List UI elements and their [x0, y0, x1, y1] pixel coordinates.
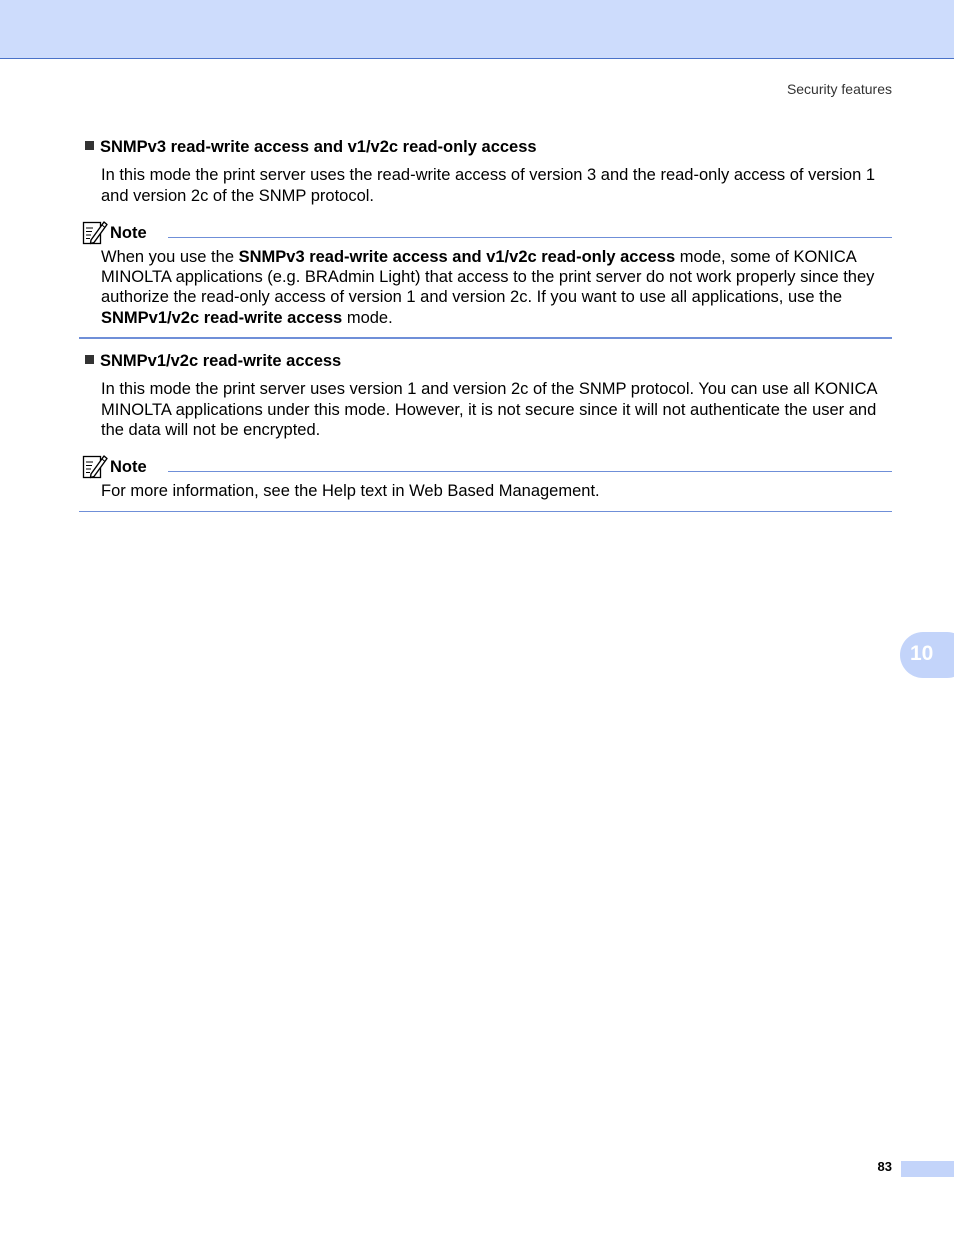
note-bottom-rule — [79, 337, 892, 339]
note-label: Note — [110, 458, 147, 476]
chapter-number: 10 — [910, 642, 934, 665]
chapter-tab — [900, 632, 954, 678]
section-heading — [85, 352, 341, 371]
section-snmpv3 — [79, 138, 892, 208]
note-text-part: mode, some of KONICA MINOLTA applications (e.g. BRAdmin Light) that access to the print server do not work properly since they authorize the read-only access of version 1 and version 2c. If you want to use all applications, use the — [101, 248, 875, 307]
section-snmpv1 — [79, 352, 892, 444]
note-bold-mode-name: SNMPv1/v2c read-write access — [101, 308, 343, 327]
note-rule — [168, 471, 892, 472]
note-rule — [168, 237, 892, 238]
note-block — [79, 219, 892, 339]
note-pencil-icon — [82, 219, 108, 245]
section-body: In this mode the print server uses the read-write access of version 3 and the read-only access of version 1 and version 2c of the SNMP protocol. — [101, 166, 876, 205]
page-number: 83 — [877, 1159, 892, 1174]
bullet-square-icon — [85, 355, 94, 364]
note-pencil-icon — [82, 453, 108, 479]
note-bold-mode-name: SNMPv3 read-write access and v1/v2c read-only access — [238, 248, 676, 266]
section-heading — [85, 138, 537, 157]
note-text — [101, 247, 893, 328]
section-heading-text: SNMPv1/v2c read-write access — [100, 352, 342, 370]
note-header — [79, 453, 892, 479]
running-header: Security features — [786, 81, 892, 97]
note-block — [79, 453, 892, 513]
section-body: In this mode the print server uses version 1 and version 2c of the SNMP protocol. You can use all KONICA MINOLTA applications under this mode. However, it is not secure since it will not authenticate the user and the data will not be encrypted. — [101, 380, 877, 439]
note-bottom-rule — [79, 511, 892, 512]
header-band — [0, 0, 954, 59]
note-text-part: mode. — [342, 308, 393, 327]
note-label: Note — [110, 224, 147, 242]
page-number-bar — [901, 1161, 954, 1177]
section-heading-text: SNMPv3 read-write access and v1/v2c read-only access — [100, 138, 537, 156]
note-header — [79, 219, 892, 245]
note-text: For more information, see the Help text in Web Based Management. — [101, 482, 600, 500]
bullet-square-icon — [85, 141, 94, 150]
note-text-part: When you use the — [101, 248, 239, 266]
